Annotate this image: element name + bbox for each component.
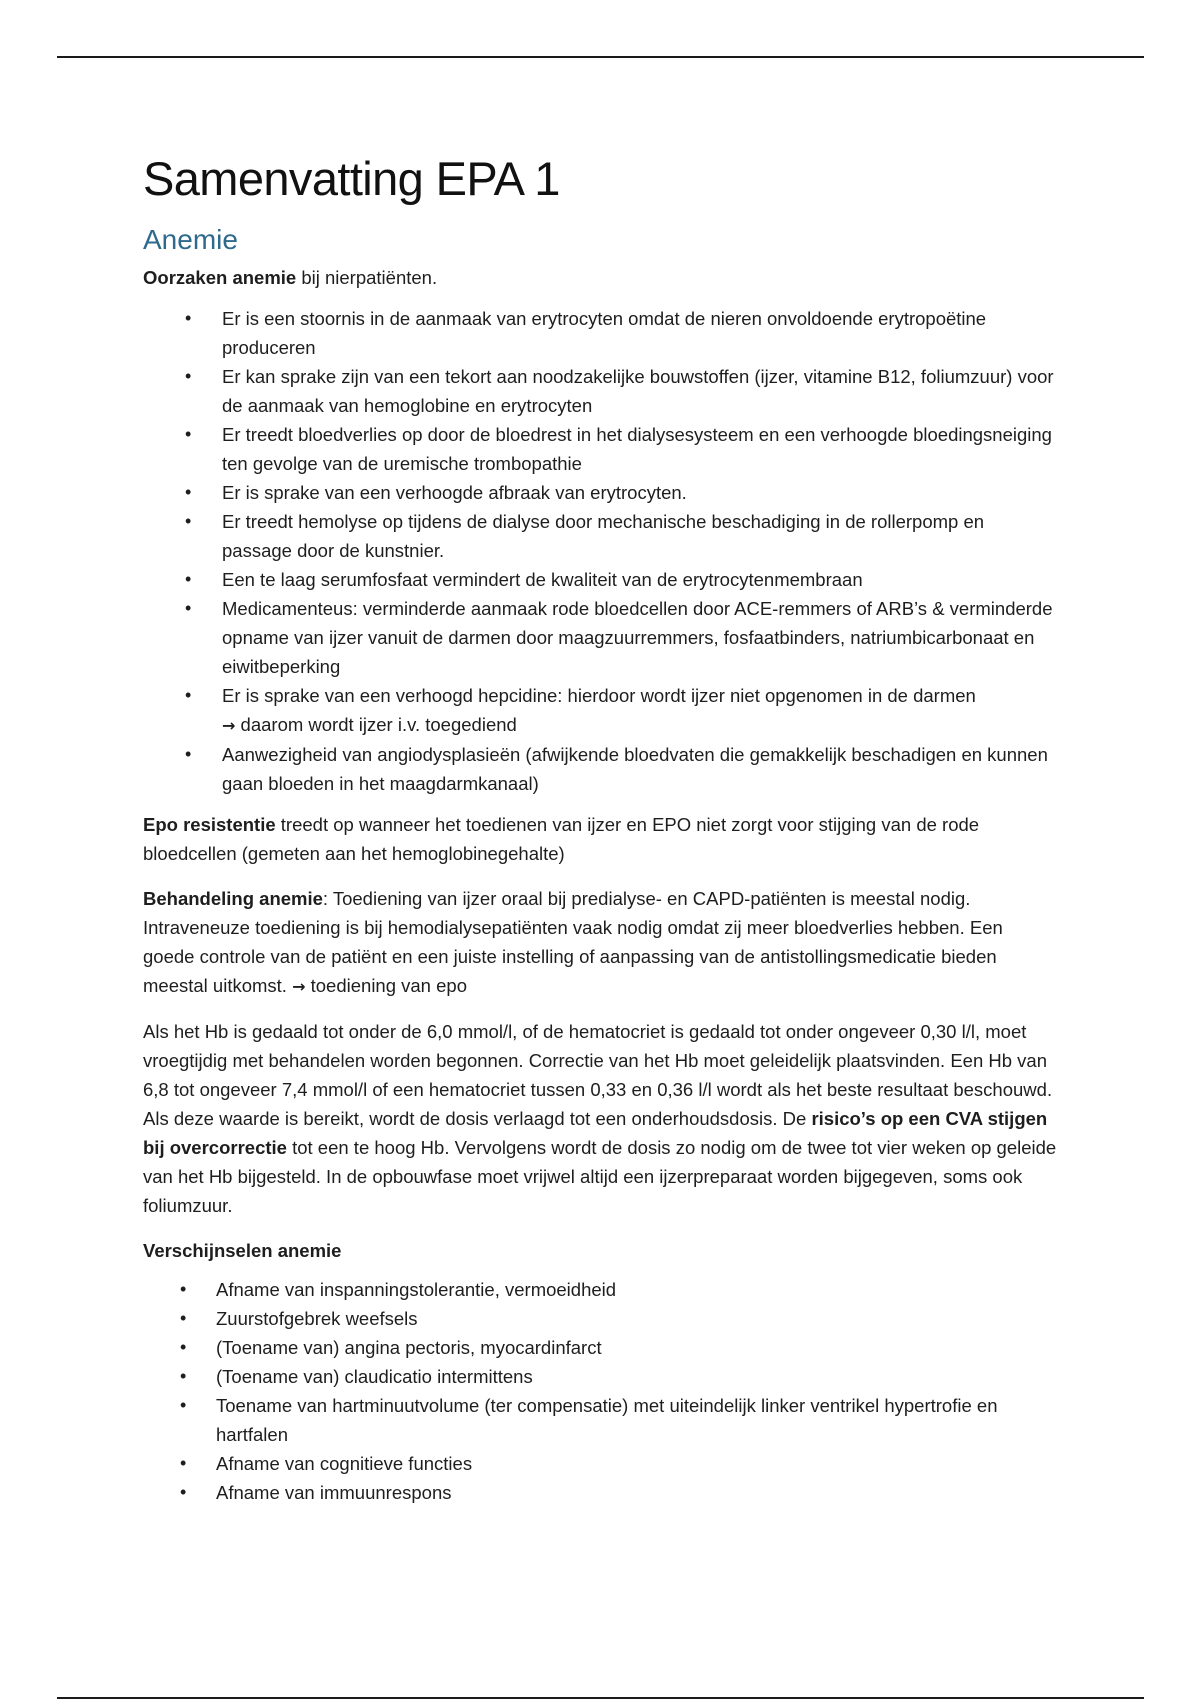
bullet: • — [180, 1395, 187, 1415]
list-item — [143, 507, 1058, 565]
arrow-right-icon: → — [222, 716, 236, 735]
bullet: • — [185, 511, 192, 531]
bullet: • — [180, 1308, 187, 1328]
bullet: • — [185, 366, 192, 386]
list-item-text: Medicamenteus: verminderde aanmaak rode bloedcellen door ACE-remmers of ARB’s & verminderde opname van ijzer vanuit de darmen door maagzuurremmers, fosfaatbinders, natriumbicarbonaat en eiwitbeperking — [222, 598, 1053, 677]
treatment-paragraph — [143, 884, 1058, 1001]
list-item — [143, 740, 1058, 798]
list-item — [143, 1275, 1058, 1304]
list-item-text: Er is een stoornis in de aanmaak van erytrocyten omdat de nieren onvoldoende erytropoëtine produceren — [222, 308, 987, 358]
bullet: • — [180, 1482, 187, 1502]
causes-lead-rest: bij nierpatiënten. — [296, 267, 438, 288]
symptoms-heading — [143, 1236, 1058, 1265]
section-heading: Anemie — [143, 224, 238, 255]
list-item-text: Afname van inspanningstolerantie, vermoeidheid — [216, 1279, 617, 1300]
list-item — [143, 1333, 1058, 1362]
list-item — [143, 1362, 1058, 1391]
list-item — [143, 1391, 1058, 1449]
treatment-text: : Toediening van ijzer oraal bij predialyse- en CAPD-patiënten is meestal nodig. Intraveneuze toediening is bij hemodialysepatiënten vaak nodig omdat zij meer bloedverlies hebben. Een goede controle van de patiënt en een juiste instelling of aanpassing van de antistollingsmedicatie bieden meestal uitkomst. — [143, 888, 1003, 996]
symptoms-heading-text: Verschijnselen anemie — [143, 1240, 342, 1261]
causes-lead — [143, 263, 1058, 292]
list-item — [143, 304, 1058, 362]
list-item-text: Afname van cognitieve functies — [216, 1453, 473, 1474]
document-body — [143, 150, 1058, 1519]
bullet: • — [180, 1279, 187, 1299]
list-item-text: Er is sprake van een verhoogde afbraak van erytrocyten. — [222, 482, 687, 503]
bottom-rule — [57, 1697, 1144, 1699]
list-item-text-continued: daarom wordt ijzer i.v. toegediend — [235, 714, 517, 735]
bullet: • — [185, 424, 192, 444]
list-item-text: Toename van hartminuutvolume (ter compensatie) met uiteindelijk linker ventrikel hypertrofie en hartfalen — [216, 1395, 998, 1445]
causes-list — [143, 304, 1058, 798]
list-item — [143, 420, 1058, 478]
list-item — [143, 681, 1058, 740]
hb-text-1: Als het Hb is gedaald tot onder de 6,0 mmol/l, of de hematocriet is gedaald tot onder ongeveer 0,30 l/l, moet vroegtijdig met behandelen worden begonnen. Correctie van het Hb moet geleidelijk plaatsvinden. Een Hb van 6,8 tot ongeveer 7,4 mmol/l of een hematocriet tussen 0,33 en 0,36 l/l wordt als het beste resultaat beschouwd. Als deze waarde is bereikt, wordt de dosis verlaagd tot een onderhoudsdosis. De — [143, 1021, 1053, 1129]
bullet: • — [180, 1366, 187, 1386]
epo-paragraph — [143, 810, 1058, 868]
top-rule — [57, 56, 1144, 58]
bullet: • — [185, 598, 192, 618]
bullet: • — [185, 569, 192, 589]
treatment-bold: Behandeling anemie — [143, 888, 323, 909]
bullet: • — [185, 744, 192, 764]
bullet: • — [185, 308, 192, 328]
list-item-text: Er treedt bloedverlies op door de bloedrest in het dialysesysteem en een verhoogde bloedingsneiging ten gevolge van de uremische trombopathie — [222, 424, 1052, 474]
epo-text: treedt op wanneer het toedienen van ijzer en EPO niet zorgt voor stijging van de rode bloedcellen (gemeten aan het hemoglobinegehalte) — [143, 814, 980, 864]
symptoms-list — [143, 1275, 1058, 1507]
list-item — [143, 478, 1058, 507]
list-item — [143, 1478, 1058, 1507]
bullet: • — [180, 1337, 187, 1357]
bullet: • — [180, 1453, 187, 1473]
bullet: • — [185, 685, 192, 705]
hb-paragraph — [143, 1017, 1058, 1220]
list-item — [143, 1449, 1058, 1478]
list-item — [143, 594, 1058, 681]
page-title: Samenvatting EPA 1 — [143, 152, 560, 205]
list-item-text: Zuurstofgebrek weefsels — [216, 1308, 418, 1329]
list-item-text: Afname van immuunrespons — [216, 1482, 452, 1503]
list-item — [143, 1304, 1058, 1333]
hb-text-2: tot een te hoog Hb. Vervolgens wordt de dosis zo nodig om de twee tot vier weken op geleide van het Hb bijgesteld. In de opbouwfase moet vrijwel altijd een ijzerpreparaat worden bijgegeven, soms ook foliumzuur. — [143, 1137, 1057, 1216]
list-item — [143, 362, 1058, 420]
treatment-after: toediening van epo — [305, 975, 467, 996]
epo-bold: Epo resistentie — [143, 814, 276, 835]
list-item-text: (Toename van) angina pectoris, myocardinfarct — [216, 1337, 602, 1358]
hb-bold: risico’s op een CVA stijgen bij overcorrectie — [143, 1108, 1048, 1158]
bullet: • — [185, 482, 192, 502]
list-item-text: (Toename van) claudicatio intermittens — [216, 1366, 533, 1387]
list-item-text: Aanwezigheid van angiodysplasieën (afwijkende bloedvaten die gemakkelijk beschadigen en kunnen gaan bloeden in het maagdarmkanaal) — [222, 744, 1048, 794]
arrow-right-icon: → — [292, 977, 306, 996]
list-item-text: Er kan sprake zijn van een tekort aan noodzakelijke bouwstoffen (ijzer, vitamine B12, foliumzuur) voor de aanmaak van hemoglobine en erytrocyten — [222, 366, 1054, 416]
causes-lead-bold: Oorzaken anemie — [143, 267, 297, 288]
list-item — [143, 565, 1058, 594]
list-item-text: Een te laag serumfosfaat vermindert de kwaliteit van de erytrocytenmembraan — [222, 569, 863, 590]
list-item-text: Er is sprake van een verhoogd hepcidine: hierdoor wordt ijzer niet opgenomen in de darmen — [222, 685, 976, 706]
list-item-text: Er treedt hemolyse op tijdens de dialyse door mechanische beschadiging in de rollerpomp en passage door de kunstnier. — [222, 511, 985, 561]
